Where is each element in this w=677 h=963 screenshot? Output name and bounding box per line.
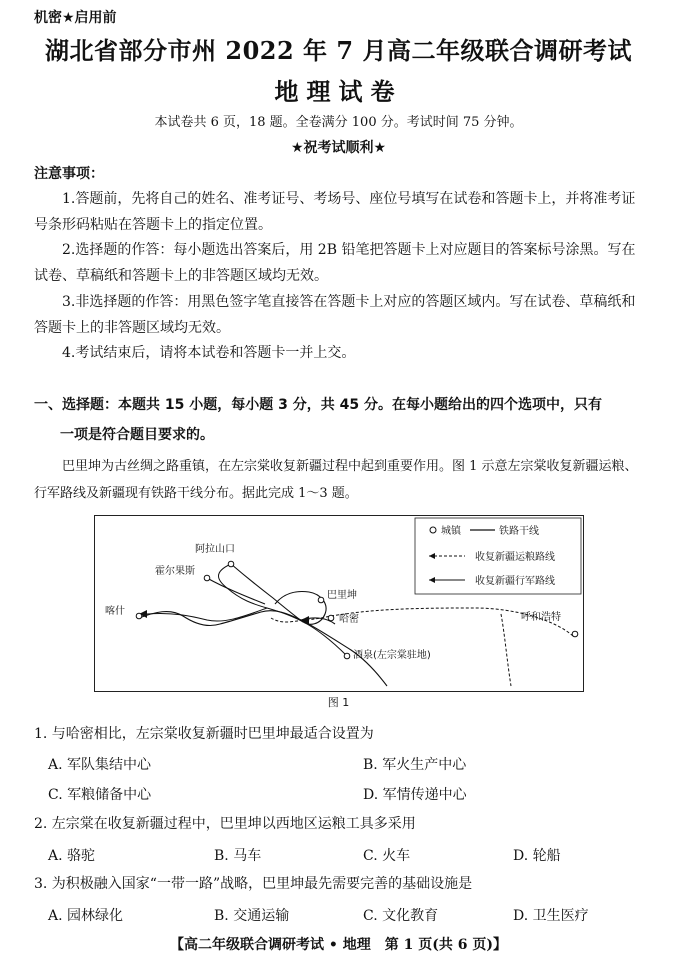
place-khorgos: 霍尔果斯 xyxy=(155,566,195,577)
section-heading xyxy=(34,390,652,450)
place-kashgar: 喀什 xyxy=(105,606,125,617)
page-footer: 【高二年级联合调研考试 • 地理 第 1 页(共 6 页)】 xyxy=(170,937,507,953)
place-hohhot: 呼和浩特 xyxy=(521,612,561,623)
q2-option-b: B. 马车 xyxy=(214,848,262,864)
section-heading-line2: 一项是符合题目要求的。 xyxy=(60,427,214,443)
place-barkol: 巴里坤 xyxy=(327,590,357,601)
legend-grain-route: 收复新疆运粮路线 xyxy=(475,552,555,563)
place-jiuquan: 酒泉(左宗棠驻地) xyxy=(353,650,431,661)
q1-option-d: D. 军情传递中心 xyxy=(363,787,467,803)
q3-option-d: D. 卫生医疗 xyxy=(513,908,589,924)
legend-march-route: 收复新疆行军路线 xyxy=(475,576,555,587)
place-alashankou: 阿拉山口 xyxy=(195,544,235,555)
notes-title: 注意事项： xyxy=(34,166,104,182)
q3-option-a: A. 园林绿化 xyxy=(48,908,124,924)
q2-option-d: D. 轮船 xyxy=(513,848,561,864)
q1-option-b: B. 军火生产中心 xyxy=(363,757,467,773)
confidential-mark: 机密★启用前 xyxy=(34,10,117,26)
route-map xyxy=(94,515,584,692)
map-legend xyxy=(415,518,581,594)
q1-option-a: A. 军队集结中心 xyxy=(48,757,152,773)
question-intro: 巴里坤为古丝绸之路重镇，在左宗棠收复新疆过程中起到重要作用。图 1 示意左宗棠收复新疆运粮、行军路线及新疆现有铁路干线分布。据此完成 1～3 题。 xyxy=(34,459,638,501)
route-map-svg xyxy=(95,516,583,691)
note-item: 3.非选择题的作答：用黑色签字笔直接答在答题卡上对应的答题区域内。写在试卷、草稿纸和答题卡上的非答题区域均无效。 xyxy=(34,294,636,336)
figure-caption: 图 1 xyxy=(327,696,350,709)
q3-option-b: B. 交通运输 xyxy=(214,908,290,924)
question-3-stem: 3. 为积极融入国家“一带一路”战略，巴里坤最先需要完善的基础设施是 xyxy=(34,876,473,892)
q2-option-c: C. 火车 xyxy=(363,848,411,864)
legend-railway: 铁路干线 xyxy=(499,526,539,537)
q1-option-c: C. 军粮储备中心 xyxy=(48,787,152,803)
note-item: 2.选择题的作答：每小题选出答案后，用 2B 铅笔把答题卡上对应题目的答案标号涂黑。写在试卷、草稿纸和答题卡上的非答题区域均无效。 xyxy=(34,242,636,284)
q2-option-a: A. 骆驼 xyxy=(48,848,96,864)
railway-lines xyxy=(139,564,387,686)
note-item: 1.答题前，先将自己的姓名、准考证号、考场号、座位号填写在试卷和答题卡上，并将准考证号条形码粘贴在答题卡上的指定位置。 xyxy=(34,191,636,233)
note-item: 4.考试结束后，请将本试卷和答题卡一并上交。 xyxy=(62,345,356,361)
good-luck-line: ★祝考试顺利★ xyxy=(290,140,387,156)
exam-subject: 地理试卷 xyxy=(274,77,403,106)
question-1-stem: 1. 与哈密相比，左宗棠收复新疆时巴里坤最适合设置为 xyxy=(34,726,374,742)
place-hami: 哈密 xyxy=(339,614,359,625)
question-2-stem: 2. 左宗棠在收复新疆过程中，巴里坤以西地区运粮工具多采用 xyxy=(34,816,416,832)
legend-town: 城镇 xyxy=(441,526,461,537)
exam-title: 湖北省部分市州 2022 年 7 月高二年级联合调研考试 xyxy=(45,36,632,65)
exam-info: 本试卷共 6 页，18 题。全卷满分 100 分。考试时间 75 分钟。 xyxy=(154,115,523,130)
section-heading-line1: 一、选择题：本题共 15 小题，每小题 3 分，共 45 分。在每小题给出的四个选项中，只有 xyxy=(34,397,602,413)
q3-option-c: C. 文化教育 xyxy=(363,908,439,924)
